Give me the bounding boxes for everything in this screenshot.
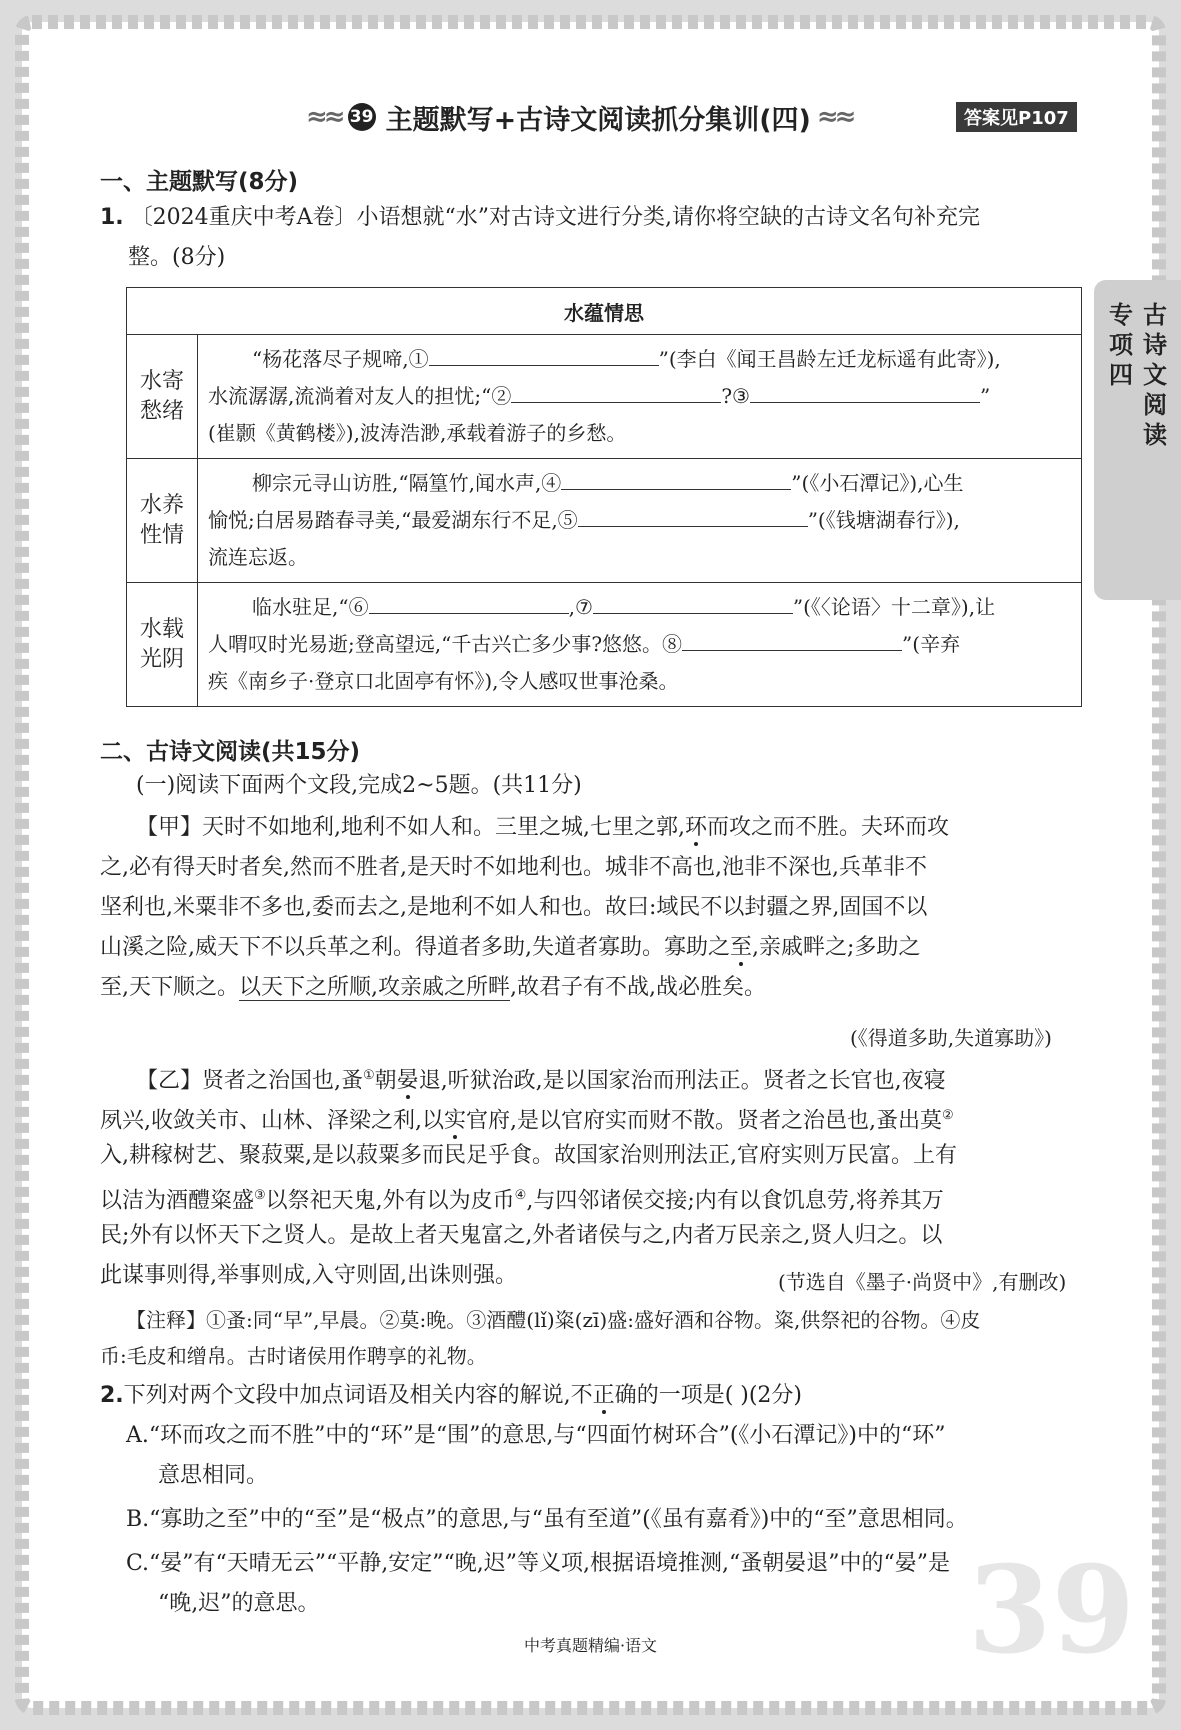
side-tab-label-2: 古诗文阅读 <box>1143 301 1167 449</box>
answer-reference-badge: 答案见P107 <box>956 102 1077 132</box>
page-title: 主题默写+古诗文阅读抓分集训(四) <box>385 104 811 136</box>
answer-blank[interactable] <box>561 467 791 490</box>
table-title: 水蕴情思 <box>127 288 1082 335</box>
row-label: 水载 光阴 <box>127 583 198 707</box>
page-number-watermark: 39 <box>968 1540 1135 1681</box>
subsection-heading: (一)阅读下面两个文段,完成2~5题。(共11分) <box>136 773 582 798</box>
page-header <box>300 92 858 142</box>
row-content: 柳宗元寻山访胜,“隔篁竹,闻水声,④ ”(《小石潭记》),心生 愉悦;白居易踏春寻美,“最爱湖东行不足,⑤ ”(《钱塘湖春行》), 流连忘返。 <box>198 459 1082 583</box>
page-footer: 中考真题精编·语文 <box>523 1636 658 1655</box>
option-b[interactable]: B.“寡助之至”中的“至”是“极点”的意思,与“虽有至道”(《虽有嘉肴》)中的“至”意思相同。 <box>126 1507 968 1532</box>
row-content: “杨花落尽子规啼,① ”(李白《闻王昌龄左迁龙标遥有此寄》), 水流潺潺,流淌着对友人的担忧;“② ?③ ” (崔颢《黄鹤楼》),波涛浩渺,承载着游子的乡愁。 <box>198 335 1082 459</box>
unit-number-badge: 39 <box>348 103 376 131</box>
answer-blank[interactable] <box>511 380 721 403</box>
question-number: 1. <box>100 205 124 230</box>
dotted-word: 至 <box>730 935 753 960</box>
table-row <box>127 583 1082 707</box>
side-tab-label-1: 专项四 <box>1109 301 1133 389</box>
row-content: 临水驻足,“⑥ ,⑦ ”(《〈论语〉十二章》),让 人喟叹时光易逝;登高望远,“千古兴亡多少事?悠悠。⑧ ”(辛弃 疾《南乡子·登京口北固亭有怀》),令人感叹世事沧桑。 <box>198 583 1082 707</box>
question-1-text: 〔2024重庆中考A卷〕小语想就“水”对古诗文进行分类,请你将空缺的古诗文名句补充完 <box>130 205 981 230</box>
section-heading-2: 二、古诗文阅读(共15分) <box>100 739 361 765</box>
emphasis-dotted: 不正确 <box>570 1383 637 1408</box>
dotted-word: 环 <box>684 815 707 840</box>
answer-blank[interactable] <box>578 504 808 527</box>
underlined-sentence: 以天下之所顺,攻亲戚之所畔 <box>239 975 510 1000</box>
side-tab <box>1094 280 1181 600</box>
dotted-word: 晏 <box>396 1068 419 1094</box>
section-heading-1: 一、主题默写(8分) <box>100 169 299 195</box>
question-1-text-cont: 整。(8分) <box>128 245 226 270</box>
answer-blank[interactable] <box>593 591 793 614</box>
answer-blank[interactable] <box>682 628 902 651</box>
answer-blank[interactable] <box>369 591 569 614</box>
answer-blank[interactable] <box>750 380 980 403</box>
passage-source: (《得道多助,失道寡助》) <box>850 1026 1052 1050</box>
answer-blank[interactable] <box>429 343 659 366</box>
poetry-fill-table <box>126 287 1082 707</box>
option-a-cont: 意思相同。 <box>158 1463 269 1488</box>
row-label: 水养 性情 <box>127 459 198 583</box>
row-label: 水寄 愁绪 <box>127 335 198 459</box>
table-row <box>127 335 1082 459</box>
wave-decoration-icon: ≈≈ <box>306 102 342 132</box>
option-c[interactable]: C.“晏”有“天晴无云”“平静,安定”“晚,迟”等义项,根据语境推测,“蚤朝晏退”中的“晏”是 <box>126 1551 950 1576</box>
dotted-word: 实 <box>444 1108 467 1134</box>
passage-source: (节选自《墨子·尚贤中》,有删改) <box>778 1270 1067 1294</box>
option-c-cont: “晚,迟”的意思。 <box>158 1591 320 1616</box>
wave-decoration-icon: ≈≈ <box>816 102 853 132</box>
option-a[interactable]: A.“环而攻之而不胜”中的“环”是“围”的意思,与“四面竹树环合”(《小石潭记》)中的“环” <box>126 1423 946 1448</box>
table-row <box>127 459 1082 583</box>
